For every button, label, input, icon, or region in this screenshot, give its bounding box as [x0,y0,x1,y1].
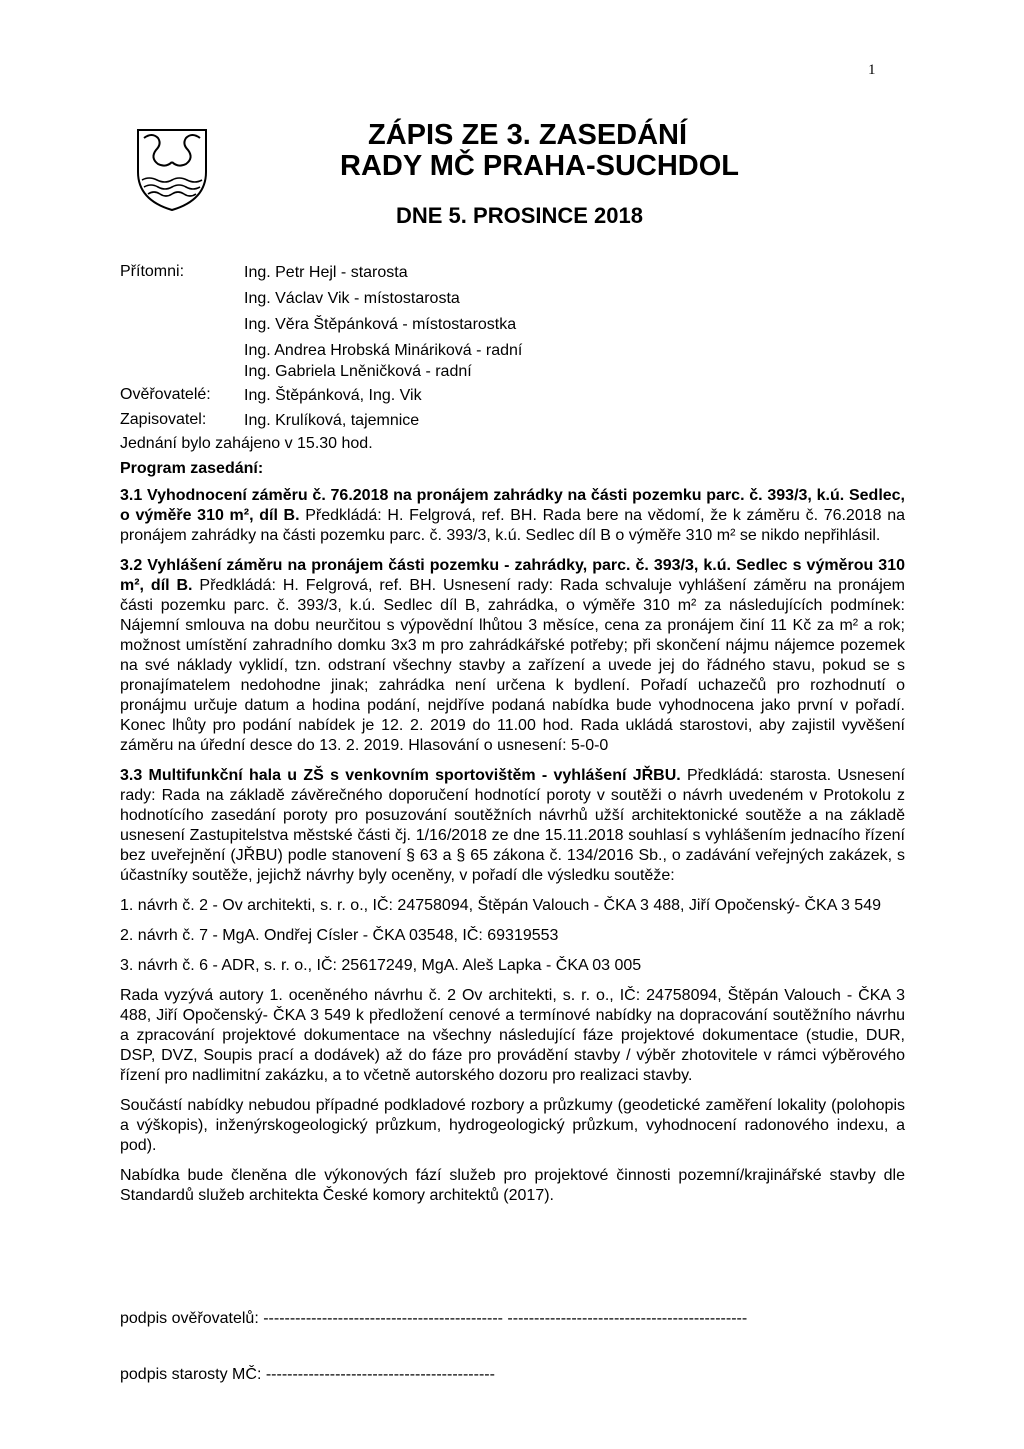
recorder-value: Ing. Krulíková, tajemnice [244,412,420,429]
item-3-3: 3.3 Multifunkční hala u ZŠ s venkovním sportovištěm - vyhlášení JŘBU. Předkládá: starosta. Usnesení rady: Rada na základě závěrečného doporučení hodnotící poroty v soutěži o návrh uvedeném v Protokolu z hodnotícího zasedání poroty pro posuzování soutěžních návrhů užší architektonické soutěže a na základě usnesení Zastupitelstva městské části čj. 1/16/2018 ze dne 15.11.2018 souhlasí s vyhlášením jednacího řízení bez uveřejnění (JŘBU) podle stanovení § 63 a § 65 zákona č. 134/2016 Sb., o zadávání veřejných zakázek, s účastníky soutěže, jejichž návrhy byly oceněny, v pořadí dle výsledku soutěže: [120,767,906,884]
meeting-date: DNE 5. PROSINCE 2018 [396,203,643,228]
paragraph-structure: Nabídka bude členěna dle výkonových fází služeb pro projektové činnosti pozemní/krajinářské stavby dle Standardů služeb architekta České komory architektů (2017). [120,1167,905,1204]
recorder-label: Zapisovatel: [120,411,207,428]
minutes-body [120,486,905,1216]
paragraph-exclusions: Součástí nabídky nebudou případné podkladové rozbory a průzkumy (geodetické zaměření lokality (polohopis a výškopis), inženýrskogeologický průzkum, hydrogeologický průzkum, vyhodnocení radonového indexu, a pod). [120,1097,905,1154]
proposal-item: 3. návrh č. 6 - ADR, s. r. o., IČ: 25617249, MgA. Aleš Lapka - ČKA 03 005 [120,957,642,974]
item-3-2: 3.2 Vyhlášení záměru na pronájem části pozemku - zahrádky, parc. č. 393/3, k.ú. Sedlec s výměrou 310 m², díl B. Předkládá: H. Felgrová, ref. BH. Usnesení rady: Rada schvaluje vyhlášení záměru na pronájem části pozemku parc. č. 393/3, k.ú. Sedlec díl B, zahrádka, o výměře 310 m² za následujících podmínek: Nájemní smlouva na dobu neurčitou s výpovědní lhůtou 3 měsíce, cena za pronájem činí 11 Kč za m² a rok; možnost umístění zahradního domku 3x3 m pro zahrádkářské potřeby; při skončení nájmu nájemce pozemek na své náklady vyklidí, tzn. odstraní všechny stavby a zařízení a uvede jej do řádného stavu, pokud se s pronajímatelem nedohodne jinak; zahrádka není určena k bydlení. Pořadí uchazečů pro rozhodnutí o pronájmu určuje datum a hodina podání, nejdříve podaná nabídka bude vyhodnocena jako první v pořadí. Konec lhůty pro podání nabídek je 12. 2. 2019 do 11.00 hod. Rada ukládá starostovi, aby zajistil vyvěšení záměru na úřední desce do 13. 2. 2019. Hlasování o usnesení: 5-0-0 [120,557,906,754]
signature-mayor: podpis starosty MČ: ------------------------------------------- [120,1366,495,1383]
paragraph-invitation: Rada vyzývá autory 1. oceněného návrhu č. 2 Ov architekti, s. r. o., IČ: 24758094, Štěpán Valouch - ČKA 3 488, Jiří Opočenský- ČKA 3 549 k předložení cenové a termínové nabídky na dopracování soutěžního návrhu a zpracování projektové dokumentace na všechny následující fáze projektové dokumentace (studie, DUR, DSP, DVZ, Soupis prací a dodávek) až do fáze pro provádění stavby / výběr zhotovitele v rámci výběrového řízení pro nadlimitní zakázku, a to včetně autorského dozoru pro realizaci stavby. [120,987,905,1084]
signature-verifiers: podpis ověřovatelů: --------------------------------------------- --------------------------------------------- [120,1310,748,1327]
present-member: Ing. Věra Štěpánková - místostarostka [244,316,517,333]
item-3-1: 3.1 Vyhodnocení záměru č. 76.2018 na pronájem zahrádky na části pozemku parc. č. 393/3, k.ú. Sedlec, o výměře 310 m², díl B. Předkládá: H. Felgrová, ref. BH. Rada bere na vědomí, že k záměru č. 76.2018 na pronájem zahrádky na části pozemku parc. č. 393/3, k.ú. Sedlec díl B o výměře 310 m² se nikdo nepřihlásil. [120,487,905,544]
verifiers-label: Ověřovatelé: [120,386,211,403]
program-label: Program zasedání: [120,460,264,477]
proposal-item: 1. návrh č. 2 - Ov architekti, s. r. o., IČ: 24758094, Štěpán Valouch - ČKA 3 488, Jiří Opočenský- ČKA 3 549 [120,897,881,914]
present-member: Ing. Petr Hejl - starosta [244,264,408,281]
document-title: ZÁPIS ZE 3. ZASEDÁNÍ RADY MČ PRAHA-SUCHDOL [340,119,740,182]
present-member: Ing. Václav Vik - místostarosta [244,290,460,307]
coat-of-arms-icon [134,126,210,212]
present-member: Ing. Gabriela Lněničková - radní [244,363,472,380]
proposal-item: 2. návrh č. 7 - MgA. Ondřej Císler - ČKA 03548, IČ: 69319553 [120,927,559,944]
present-member: Ing. Andrea Hrobská Mináriková - radní [244,342,523,359]
meeting-start: Jednání bylo zahájeno v 15.30 hod. [120,435,373,452]
present-label: Přítomni: [120,263,185,280]
page-number: 1 [868,62,876,78]
verifiers-value: Ing. Štěpánková, Ing. Vik [244,387,422,404]
